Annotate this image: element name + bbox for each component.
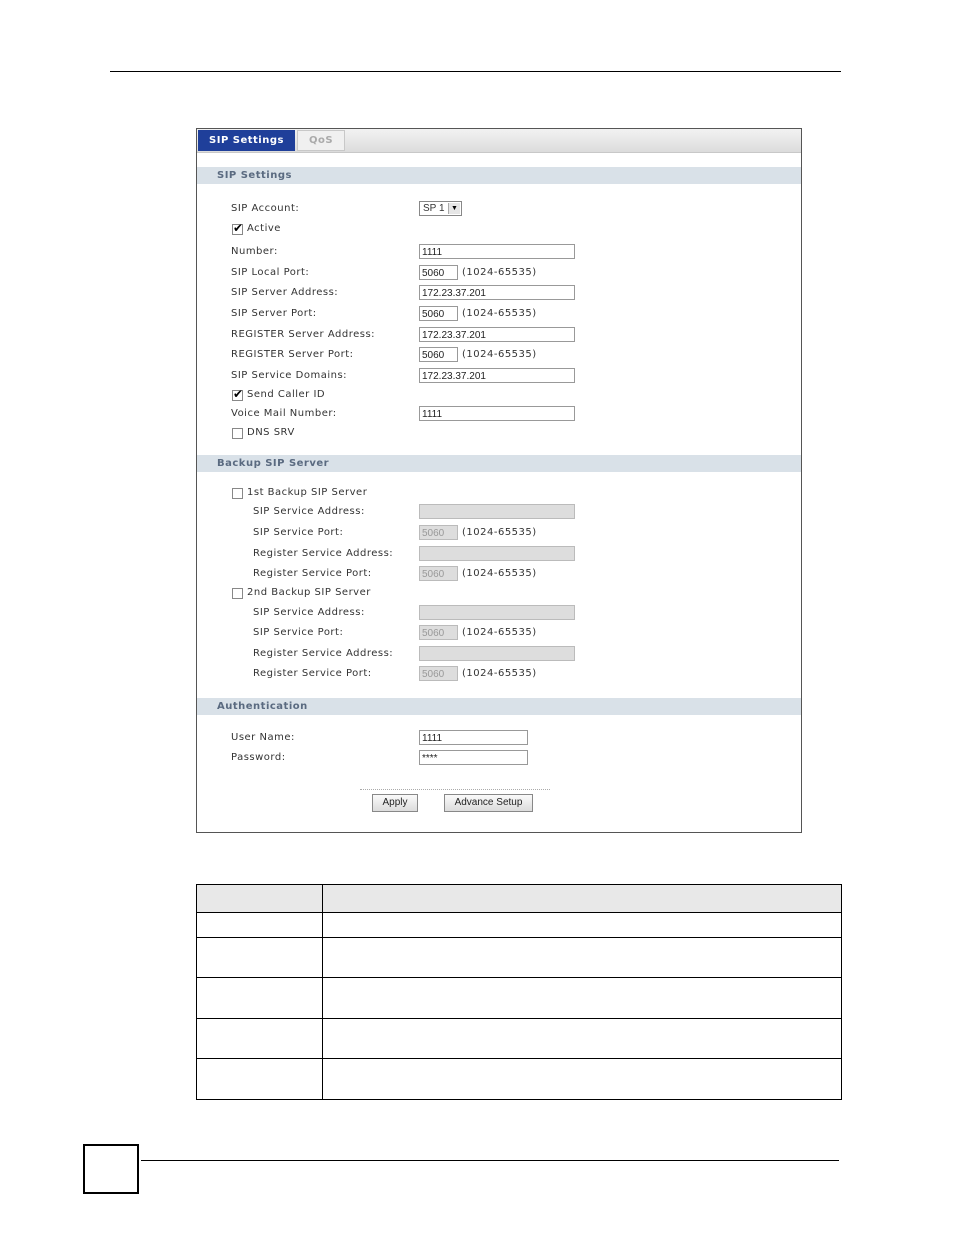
backup2-register-port-label: Register Service Port: <box>253 668 372 679</box>
sip-account-value: SP 1 <box>423 203 445 214</box>
port-range-hint: (1024-65535) <box>462 308 537 319</box>
dns-srv-checkbox[interactable] <box>232 428 243 439</box>
active-label: Active <box>247 223 281 234</box>
port-range-hint: (1024-65535) <box>462 668 537 679</box>
description-table <box>196 884 842 1100</box>
tab-sip-settings[interactable]: SIP Settings <box>198 130 295 151</box>
backup1-register-port-label: Register Service Port: <box>253 568 372 579</box>
backup2-service-port-label: SIP Service Port: <box>253 627 344 638</box>
table-row <box>197 1059 842 1100</box>
table-row <box>197 938 842 978</box>
table-cell <box>197 1059 323 1100</box>
backup2-register-address-input[interactable] <box>419 646 575 661</box>
sip-local-port-input[interactable]: 5060 <box>419 265 458 280</box>
checkmark-icon: ✔ <box>233 221 244 235</box>
backup2-register-port-input[interactable]: 5060 <box>419 666 458 681</box>
button-divider <box>360 789 550 790</box>
backup1-register-address-label: Register Service Address: <box>253 548 394 559</box>
advance-setup-button[interactable]: Advance Setup <box>444 794 533 812</box>
table-cell <box>323 978 842 1019</box>
user-name-input[interactable]: 1111 <box>419 730 528 745</box>
sip-server-address-input[interactable]: 172.23.37.201 <box>419 285 575 300</box>
port-range-hint: (1024-65535) <box>462 568 537 579</box>
table-row <box>197 913 842 938</box>
section-header-auth <box>197 698 801 715</box>
table-cell <box>197 913 323 938</box>
table-row <box>197 978 842 1019</box>
first-backup-checkbox[interactable] <box>232 488 243 499</box>
sip-account-label: SIP Account: <box>231 203 300 214</box>
backup2-service-address-input[interactable] <box>419 605 575 620</box>
section-header-backup <box>197 455 801 472</box>
user-name-label: User Name: <box>231 732 295 743</box>
dns-srv-label: DNS SRV <box>247 427 295 438</box>
page-number-box <box>83 1144 139 1194</box>
checkmark-icon: ✔ <box>233 387 244 401</box>
backup2-register-address-label: Register Service Address: <box>253 648 394 659</box>
tab-qos[interactable]: QoS <box>297 130 345 151</box>
backup1-service-address-input[interactable] <box>419 504 575 519</box>
table-header-cell <box>323 885 842 913</box>
first-backup-label: 1st Backup SIP Server <box>247 487 368 498</box>
table-cell <box>323 1019 842 1059</box>
backup2-service-address-label: SIP Service Address: <box>253 607 365 618</box>
table-row <box>197 1019 842 1059</box>
backup1-service-port-label: SIP Service Port: <box>253 527 344 538</box>
port-range-hint: (1024-65535) <box>462 627 537 638</box>
register-server-port-label: REGISTER Server Port: <box>231 349 354 360</box>
send-caller-id-label: Send Caller ID <box>247 389 326 400</box>
tab-bar <box>197 129 801 153</box>
table-cell <box>323 1059 842 1100</box>
voice-mail-number-label: Voice Mail Number: <box>231 408 337 419</box>
second-backup-checkbox[interactable] <box>232 588 243 599</box>
header-rule <box>110 71 841 72</box>
sip-account-select[interactable] <box>419 201 462 216</box>
section-title: Authentication <box>217 701 308 712</box>
sip-service-domains-label: SIP Service Domains: <box>231 370 348 381</box>
backup1-register-address-input[interactable] <box>419 546 575 561</box>
sip-settings-panel <box>196 128 802 833</box>
chevron-down-icon: ▼ <box>448 203 460 214</box>
sip-server-port-input[interactable]: 5060 <box>419 306 458 321</box>
sip-service-domains-input[interactable]: 172.23.37.201 <box>419 368 575 383</box>
table-cell <box>197 978 323 1019</box>
footer-rule <box>141 1160 839 1161</box>
section-title: SIP Settings <box>217 170 292 181</box>
password-input[interactable]: **** <box>419 750 528 765</box>
table-cell <box>323 913 842 938</box>
port-range-hint: (1024-65535) <box>462 267 537 278</box>
table-cell <box>197 1019 323 1059</box>
sip-local-port-label: SIP Local Port: <box>231 267 310 278</box>
second-backup-label: 2nd Backup SIP Server <box>247 587 371 598</box>
port-range-hint: (1024-65535) <box>462 349 537 360</box>
table-cell <box>197 938 323 978</box>
active-checkbox[interactable] <box>232 221 244 235</box>
table-header-row <box>197 885 842 913</box>
register-server-address-label: REGISTER Server Address: <box>231 329 376 340</box>
register-server-address-input[interactable]: 172.23.37.201 <box>419 327 575 342</box>
table-header-cell <box>197 885 323 913</box>
backup1-service-address-label: SIP Service Address: <box>253 506 365 517</box>
backup2-service-port-input[interactable]: 5060 <box>419 625 458 640</box>
sip-server-port-label: SIP Server Port: <box>231 308 317 319</box>
section-title: Backup SIP Server <box>217 458 330 469</box>
table-cell <box>323 938 842 978</box>
section-header-sip <box>197 167 801 184</box>
password-label: Password: <box>231 752 286 763</box>
backup1-register-port-input[interactable]: 5060 <box>419 566 458 581</box>
apply-button[interactable]: Apply <box>372 794 418 812</box>
voice-mail-number-input[interactable]: 1111 <box>419 406 575 421</box>
number-label: Number: <box>231 246 278 257</box>
number-input[interactable]: 1111 <box>419 244 575 259</box>
backup1-service-port-input[interactable]: 5060 <box>419 525 458 540</box>
send-caller-id-checkbox[interactable] <box>232 387 244 401</box>
register-server-port-input[interactable]: 5060 <box>419 347 458 362</box>
port-range-hint: (1024-65535) <box>462 527 537 538</box>
sip-server-address-label: SIP Server Address: <box>231 287 339 298</box>
